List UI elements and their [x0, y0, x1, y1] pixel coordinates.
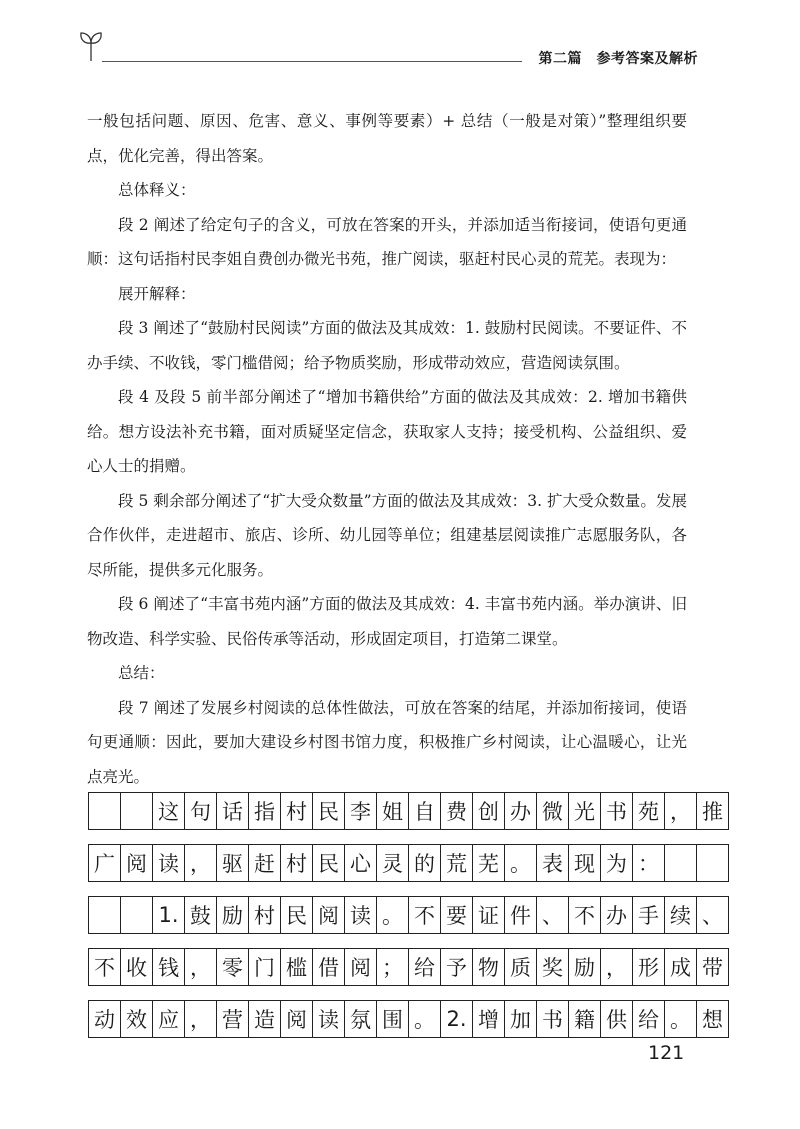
grid-cell: 。	[377, 897, 409, 933]
paragraph: 段 5 剩余部分阐述了“扩大受众数量”方面的做法及其成效：3. 扩大受众数量。发展合作伙伴，走进超市、旅店、诊所、幼儿园等单位；组建基层阅读推广志愿服务队，各尽所能，提供多元化服务。	[87, 491, 687, 579]
paragraph: 段 3 阐述了“鼓励村民阅读”方面的做法及其成效：1. 鼓励村民阅读。不要证件、不办手续、不收钱，零门槛借阅；给予物质奖励，形成带动效应，营造阅读氛围。	[87, 319, 687, 372]
grid-cell: 不	[409, 897, 441, 933]
grid-cell: 心	[345, 845, 377, 881]
grid-cell: 这	[153, 793, 185, 829]
analysis-text	[87, 104, 687, 794]
grid-cell	[121, 897, 153, 933]
grid-cell: 荒	[441, 845, 473, 881]
grid-cell	[121, 793, 153, 829]
grid-cell: 带	[697, 949, 729, 985]
grid-cell: 要	[441, 897, 473, 933]
grid-cell: 驱	[217, 845, 249, 881]
grid-cell: 民	[313, 845, 345, 881]
grid-cell: 加	[505, 1001, 537, 1037]
paragraph: 段 7 阐述了发展乡村阅读的总体性做法，可放在答案的结尾，并添加衔接词，使语句更通顺：因此，要加大建设乡村图书馆力度，积极推广乡村阅读，让心温暖心，让光点亮光。	[87, 698, 687, 786]
grid-cell: 。	[409, 1001, 441, 1037]
grid-cell: 增	[473, 1001, 505, 1037]
grid-cell: 。	[505, 845, 537, 881]
grid-cell: 读	[313, 1001, 345, 1037]
grid-cell	[697, 845, 729, 881]
grid-cell: 书	[601, 793, 633, 829]
grid-cell: 质	[505, 949, 537, 985]
grid-cell: 收	[121, 949, 153, 985]
grid-cell: 给	[633, 1001, 665, 1037]
grid-cell: 芜	[473, 845, 505, 881]
answer-grid	[88, 792, 729, 1052]
grid-cell: 阅	[313, 897, 345, 933]
grid-cell: 门	[249, 949, 281, 985]
grid-cell: 光	[569, 793, 601, 829]
grid-cell: 槛	[281, 949, 313, 985]
grid-cell: 广	[89, 845, 121, 881]
grid-cell: 1.	[153, 897, 185, 933]
grid-cell: 灵	[377, 845, 409, 881]
grid-cell	[89, 793, 121, 829]
grid-cell: 书	[537, 1001, 569, 1037]
grid-cell: 零	[217, 949, 249, 985]
paragraph-heading-expand: 展开解释：	[118, 284, 196, 303]
grid-cell: 效	[121, 1001, 153, 1037]
sprout-icon	[78, 28, 104, 62]
grid-row	[88, 896, 729, 934]
grid-cell: ，	[665, 793, 697, 829]
grid-cell: 。	[665, 1001, 697, 1037]
grid-cell: 为	[601, 845, 633, 881]
grid-cell: 办	[505, 793, 537, 829]
grid-cell: 籍	[569, 1001, 601, 1037]
grid-cell: ；	[377, 949, 409, 985]
grid-cell: 围	[377, 1001, 409, 1037]
grid-cell: 赶	[249, 845, 281, 881]
grid-cell: 形	[633, 949, 665, 985]
grid-cell: ，	[185, 1001, 217, 1037]
grid-cell: 予	[441, 949, 473, 985]
paragraph: 段 4 及段 5 前半部分阐述了“增加书籍供给”方面的做法及其成效：2. 增加书籍供给。想方设法补充书籍，面对质疑坚定信念，获取家人支持；接受机构、公益组织、爱心人士的捐赠。	[87, 388, 687, 475]
grid-cell: 微	[537, 793, 569, 829]
grid-cell: 证	[473, 897, 505, 933]
grid-row	[88, 844, 729, 882]
grid-cell: 件	[505, 897, 537, 933]
paragraph-heading-overall: 总体释义：	[118, 181, 196, 199]
grid-cell: 营	[217, 1001, 249, 1037]
paragraph: 段 2 阐述了给定句子的含义，可放在答案的开头，并添加适当衔接词，使语句更通顺：这句话指村民李姐自费创办微光书苑，推广阅读，驱赶村民心灵的荒芜。表现为：	[87, 215, 687, 268]
grid-cell: 话	[217, 793, 249, 829]
grid-cell: 阅	[281, 1001, 313, 1037]
page-header	[78, 28, 700, 68]
paragraph-continuation: 一般包括问题、原因、危害、意义、事例等要素）+ 总结（一般是对策）”整理组织要点，优化完善，得出答案。	[87, 112, 687, 165]
grid-cell: 手	[633, 897, 665, 933]
grid-cell: 氛	[345, 1001, 377, 1037]
grid-cell: 钱	[153, 949, 185, 985]
grid-cell: 读	[345, 897, 377, 933]
grid-cell	[89, 897, 121, 933]
paragraph: 段 6 阐述了“丰富书苑内涵”方面的做法及其成效：4. 丰富书苑内涵。举办演讲、旧物改造、科学实验、民俗传承等活动，形成固定项目，打造第二课堂。	[87, 595, 687, 648]
grid-cell: 不	[569, 897, 601, 933]
grid-cell: 姐	[377, 793, 409, 829]
header-rule	[102, 61, 522, 62]
grid-cell: 动	[89, 1001, 121, 1037]
grid-cell: 、	[537, 897, 569, 933]
section-title: 第二篇 参考答案及解析	[538, 51, 698, 67]
grid-cell: 物	[473, 949, 505, 985]
grid-cell: ：	[633, 845, 665, 881]
grid-cell: 读	[153, 845, 185, 881]
grid-row	[88, 792, 729, 830]
grid-cell: 奖	[537, 949, 569, 985]
grid-cell: ，	[185, 949, 217, 985]
grid-cell: 不	[89, 949, 121, 985]
grid-cell: 指	[249, 793, 281, 829]
grid-cell: 现	[569, 845, 601, 881]
grid-cell: 民	[313, 793, 345, 829]
grid-cell: 自	[409, 793, 441, 829]
grid-cell: 阅	[121, 845, 153, 881]
grid-cell: 应	[153, 1001, 185, 1037]
grid-row	[88, 948, 729, 986]
grid-cell: 励	[569, 949, 601, 985]
grid-cell: 、	[697, 897, 729, 933]
grid-cell: 借	[313, 949, 345, 985]
page-number: 121	[648, 1042, 685, 1064]
grid-cell: 成	[665, 949, 697, 985]
grid-cell: 励	[217, 897, 249, 933]
grid-cell: 费	[441, 793, 473, 829]
grid-row	[88, 1000, 729, 1038]
grid-cell: 句	[185, 793, 217, 829]
grid-cell: 续	[665, 897, 697, 933]
grid-cell: 表	[537, 845, 569, 881]
grid-cell: 想	[697, 1001, 729, 1037]
grid-cell: 民	[281, 897, 313, 933]
grid-cell: 村	[281, 845, 313, 881]
grid-cell: 的	[409, 845, 441, 881]
grid-cell: 供	[601, 1001, 633, 1037]
grid-cell: 阅	[345, 949, 377, 985]
grid-cell	[665, 845, 697, 881]
grid-cell: 李	[345, 793, 377, 829]
grid-cell: ，	[185, 845, 217, 881]
grid-cell: 村	[281, 793, 313, 829]
grid-cell: 创	[473, 793, 505, 829]
grid-cell: 给	[409, 949, 441, 985]
grid-cell: ，	[601, 949, 633, 985]
grid-cell: 推	[697, 793, 729, 829]
grid-cell: 村	[249, 897, 281, 933]
paragraph-heading-summary: 总结：	[118, 664, 165, 682]
grid-cell: 2.	[441, 1001, 473, 1037]
grid-cell: 造	[249, 1001, 281, 1037]
grid-cell: 办	[601, 897, 633, 933]
grid-cell: 鼓	[185, 897, 217, 933]
grid-cell: 苑	[633, 793, 665, 829]
